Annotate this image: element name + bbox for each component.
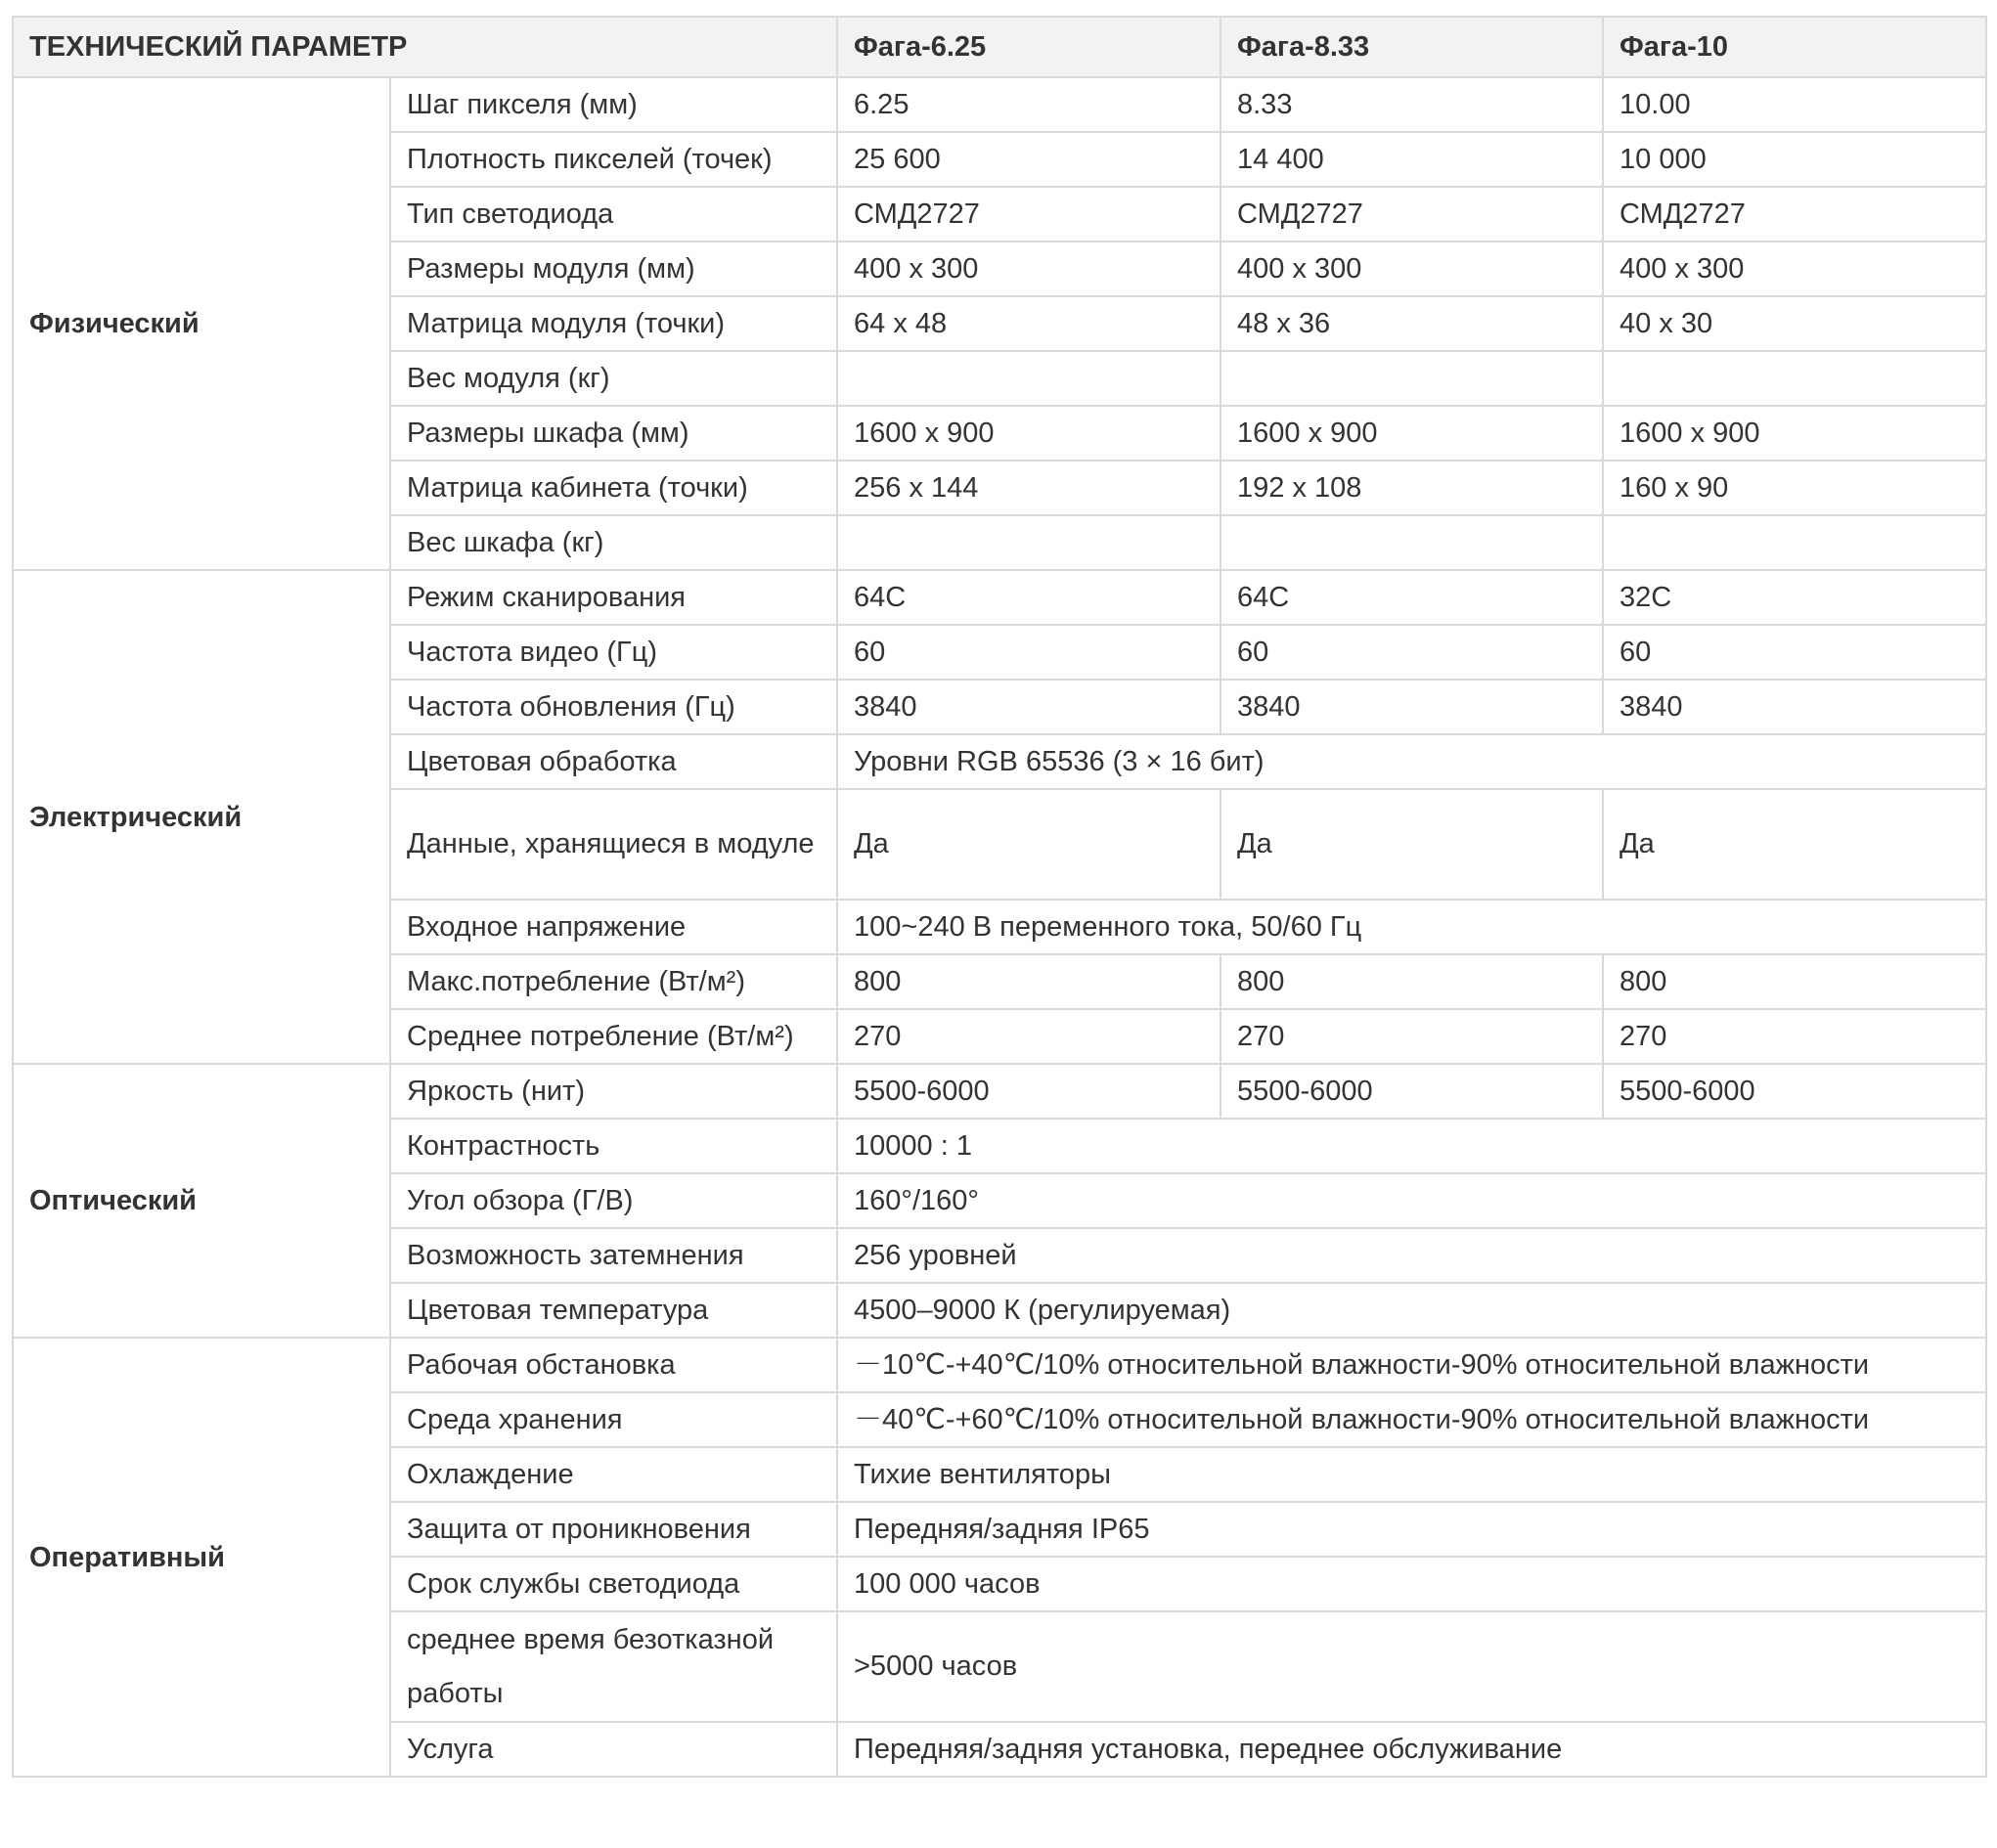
cell-value: 160 х 90 (1603, 461, 1986, 515)
row-label: Цветовая температура (390, 1283, 837, 1338)
cell-value: 1600 х 900 (1220, 406, 1603, 461)
cell-value: 270 (1220, 1009, 1603, 1064)
cell-value (837, 351, 1220, 406)
cell-value: 270 (837, 1009, 1220, 1064)
cell-value: 3840 (1603, 680, 1986, 734)
cell-value: 60 (1220, 625, 1603, 680)
cell-value: 64С (1220, 570, 1603, 625)
cell-value: 60 (837, 625, 1220, 680)
cell-value: 64 х 48 (837, 296, 1220, 351)
header-model-1: Фага-6.25 (837, 17, 1220, 77)
table-row (13, 570, 1986, 625)
cell-value: 800 (1603, 954, 1986, 1009)
row-label: Частота видео (Гц) (390, 625, 837, 680)
row-label: среднее время безотказной работы (390, 1611, 837, 1722)
cell-value (1220, 351, 1603, 406)
row-label: Цветовая обработка (390, 734, 837, 789)
row-label: Защита от проникновения (390, 1502, 837, 1557)
cell-value-span: 4500–9000 К (регулируемая) (837, 1283, 1986, 1338)
cell-value: 270 (1603, 1009, 1986, 1064)
row-label: Входное напряжение (390, 900, 837, 954)
cell-value-span: 160°/160° (837, 1173, 1986, 1228)
cell-value: СМД2727 (837, 187, 1220, 242)
cell-value: 1600 х 900 (1603, 406, 1986, 461)
group-operational: Оперативный (13, 1338, 390, 1777)
header-row (13, 17, 1986, 77)
row-label: Возможность затемнения (390, 1228, 837, 1283)
cell-value (1603, 351, 1986, 406)
cell-value: СМД2727 (1603, 187, 1986, 242)
spec-table-container (12, 16, 1985, 1778)
row-label: Плотность пикселей (точек) (390, 132, 837, 187)
row-label: Тип светодиода (390, 187, 837, 242)
spec-table (12, 16, 1987, 1778)
cell-value: 400 х 300 (1603, 242, 1986, 296)
cell-value: 48 х 36 (1220, 296, 1603, 351)
row-label: Размеры модуля (мм) (390, 242, 837, 296)
cell-value-span: >5000 часов (837, 1611, 1986, 1722)
cell-value-span: Передняя/задняя IP65 (837, 1502, 1986, 1557)
cell-value: 800 (1220, 954, 1603, 1009)
cell-value: 5500-6000 (1603, 1064, 1986, 1119)
row-label: Яркость (нит) (390, 1064, 837, 1119)
cell-value-span: 100~240 В переменного тока, 50/60 Гц (837, 900, 1986, 954)
table-row (13, 77, 1986, 132)
cell-value (1603, 515, 1986, 570)
row-label: Вес модуля (кг) (390, 351, 837, 406)
row-label: Среднее потребление (Вт/м²) (390, 1009, 837, 1064)
table-row (13, 1064, 1986, 1119)
cell-value: 1600 х 900 (837, 406, 1220, 461)
row-label: Шаг пикселя (мм) (390, 77, 837, 132)
row-label: Вес шкафа (кг) (390, 515, 837, 570)
cell-value: 25 600 (837, 132, 1220, 187)
cell-value-span: Тихие вентиляторы (837, 1447, 1986, 1502)
cell-value: 3840 (1220, 680, 1603, 734)
header-model-2: Фага-8.33 (1220, 17, 1603, 77)
cell-value-span: Уровни RGB 65536 (3 × 16 бит) (837, 734, 1986, 789)
row-label: Среда хранения (390, 1392, 837, 1447)
group-physical: Физический (13, 77, 390, 570)
cell-value (837, 515, 1220, 570)
cell-value: Да (837, 789, 1220, 900)
cell-value: Да (1220, 789, 1603, 900)
cell-value: 192 х 108 (1220, 461, 1603, 515)
cell-value: 400 х 300 (1220, 242, 1603, 296)
cell-value-span: －40℃-+60℃/10% относительной влажности-90% относительной влажности (837, 1392, 1986, 1447)
cell-value-span: 10000 : 1 (837, 1119, 1986, 1173)
group-electrical: Электрический (13, 570, 390, 1064)
group-optical: Оптический (13, 1064, 390, 1338)
cell-value: 5500-6000 (1220, 1064, 1603, 1119)
table-row (13, 1338, 1986, 1392)
row-label: Частота обновления (Гц) (390, 680, 837, 734)
row-label: Матрица модуля (точки) (390, 296, 837, 351)
row-label: Охлаждение (390, 1447, 837, 1502)
cell-value: 10 000 (1603, 132, 1986, 187)
cell-value: 6.25 (837, 77, 1220, 132)
cell-value: 3840 (837, 680, 1220, 734)
row-label: Матрица кабинета (точки) (390, 461, 837, 515)
cell-value: 800 (837, 954, 1220, 1009)
cell-value: 40 х 30 (1603, 296, 1986, 351)
cell-value: 256 х 144 (837, 461, 1220, 515)
cell-value: 5500-6000 (837, 1064, 1220, 1119)
cell-value-span: 256 уровней (837, 1228, 1986, 1283)
cell-value: СМД2727 (1220, 187, 1603, 242)
cell-value: 64С (837, 570, 1220, 625)
row-label: Контрастность (390, 1119, 837, 1173)
row-label: Услуга (390, 1722, 837, 1777)
row-label: Макс.потребление (Вт/м²) (390, 954, 837, 1009)
cell-value: 14 400 (1220, 132, 1603, 187)
row-label: Рабочая обстановка (390, 1338, 837, 1392)
cell-value-span: Передняя/задняя установка, переднее обслуживание (837, 1722, 1986, 1777)
cell-value (1220, 515, 1603, 570)
row-label: Угол обзора (Г/В) (390, 1173, 837, 1228)
header-param: ТЕХНИЧЕСКИЙ ПАРАМЕТР (13, 17, 837, 77)
cell-value: 10.00 (1603, 77, 1986, 132)
cell-value: Да (1603, 789, 1986, 900)
row-label: Данные, хранящиеся в модуле (390, 789, 837, 900)
row-label: Размеры шкафа (мм) (390, 406, 837, 461)
cell-value-span: 100 000 часов (837, 1557, 1986, 1611)
row-label: Режим сканирования (390, 570, 837, 625)
header-model-3: Фага-10 (1603, 17, 1986, 77)
cell-value-span: －10℃-+40℃/10% относительной влажности-90% относительной влажности (837, 1338, 1986, 1392)
cell-value: 60 (1603, 625, 1986, 680)
cell-value: 400 х 300 (837, 242, 1220, 296)
row-label: Срок службы светодиода (390, 1557, 837, 1611)
cell-value: 32С (1603, 570, 1986, 625)
cell-value: 8.33 (1220, 77, 1603, 132)
